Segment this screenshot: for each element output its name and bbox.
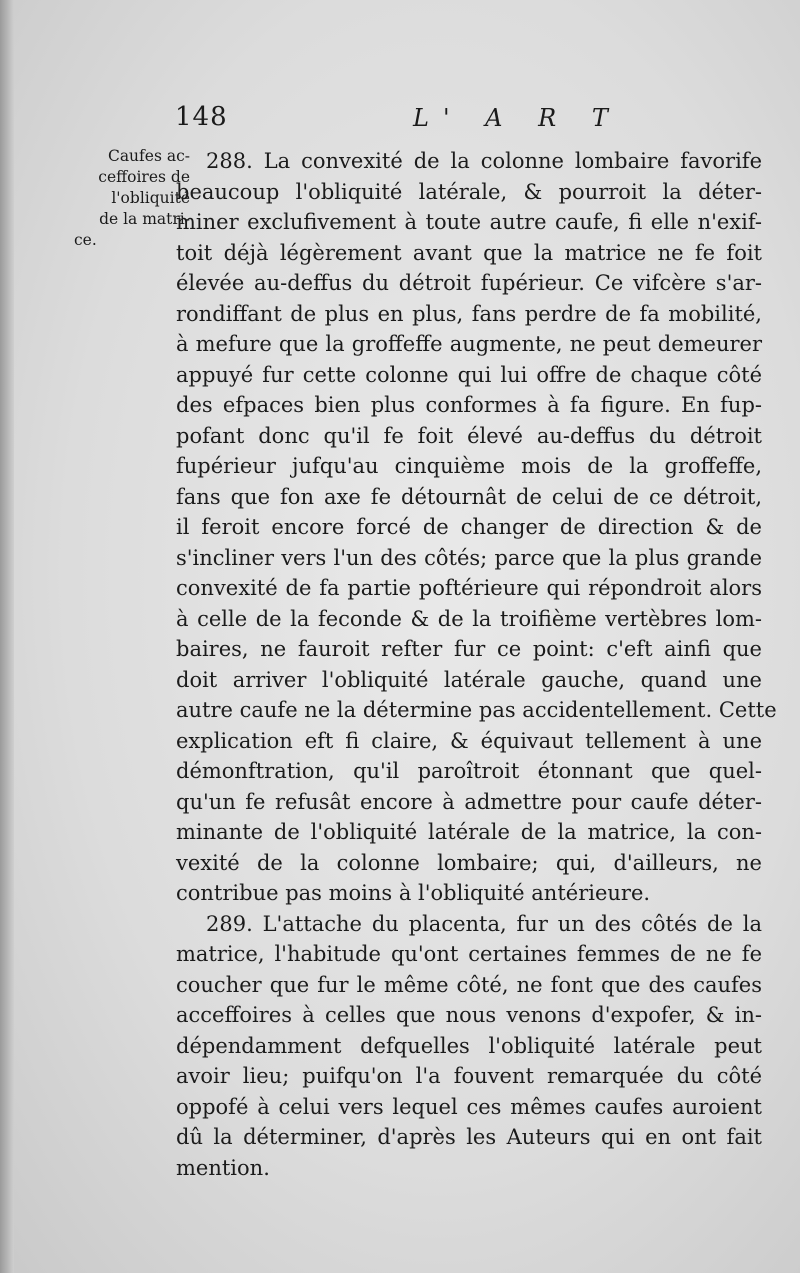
text-line: 288. La convexité de la colonne lombaire favorife: [206, 149, 762, 173]
text-line: convexité de fa partie poftérieure qui répondroit alors: [176, 576, 762, 600]
text-line: matrice, l'habitude qu'ont certaines femmes de ne fe: [176, 942, 762, 966]
margin-note-line: Caufes ac-: [107, 147, 190, 165]
text-line: 289. L'attache du placenta, fur un des côtés de la: [206, 911, 762, 936]
text-line: autre caufe ne la détermine pas accidentellement. Cette: [176, 698, 777, 722]
text-line: mention.: [176, 1155, 270, 1180]
text-line: fupérieur jufqu'au cinquième mois de la groffeffe,: [176, 454, 762, 478]
text-line: démonftration, qu'il paroîtroit étonnant que quel-: [176, 759, 762, 783]
text-line: à mefure que la groffeffe augmente, ne peut demeurer: [176, 332, 762, 356]
text-line: avoir lieu; puifqu'on l'a fouvent remarquée du côté: [176, 1064, 762, 1088]
text-line: appuyé fur cette colonne qui lui offre de chaque côté: [176, 362, 762, 387]
text-line: baires, ne fauroit refter fur ce point: c'eft ainfi que: [176, 637, 762, 661]
margin-note-line: ceffoires de: [98, 168, 190, 186]
paragraph-289: [176, 909, 762, 1184]
text-line: doit arriver l'obliquité latérale gauche, quand une: [176, 667, 762, 692]
text-line: explication eft fi claire, & équivaut tellement à une: [176, 728, 762, 753]
text-line: à celle de la feconde & de la troifième vertèbres lom-: [176, 606, 762, 631]
text-line: coucher que fur le même côté, ne font que des caufes: [176, 972, 762, 997]
text-line: beaucoup l'obliquité latérale, & pourroit la déter-: [176, 179, 762, 204]
body-text: [176, 146, 777, 1183]
page-header: [175, 102, 735, 136]
paragraph-288: [176, 146, 777, 909]
page-number: 148: [175, 102, 228, 132]
text-line: des efpaces bien plus conformes à fa figure. En fup-: [176, 393, 762, 417]
text-line: qu'un fe refusât encore à admettre pour caufe déter-: [176, 789, 762, 814]
text-line: minante de l'obliquité latérale de la matrice, la con-: [176, 820, 762, 844]
running-head: L' A R T: [413, 104, 622, 132]
text-line: dépendamment defquelles l'obliquité latérale peut: [176, 1033, 762, 1058]
text-line: acceffoires à celles que nous venons d'expofer, & in-: [176, 1003, 762, 1027]
page-edge-shadow: [0, 0, 14, 1273]
margin-note-line: l'obliquité: [111, 189, 190, 207]
text-line: s'incliner vers l'un des côtés; parce que la plus grande: [176, 545, 762, 570]
text-line: rondiffant de plus en plus, fans perdre de fa mobilité,: [176, 301, 762, 326]
text-line: élevée au-deffus du détroit fupérieur. Ce vifcère s'ar-: [176, 271, 762, 295]
margin-note-line: de la matri-: [99, 210, 190, 228]
text-line: vexité de la colonne lombaire; qui, d'ailleurs, ne: [176, 850, 762, 875]
margin-note: [40, 146, 190, 251]
text-line: il feroit encore forcé de changer de direction & de: [176, 515, 762, 539]
text-line: pofant donc qu'il fe foit élevé au-deffus du détroit: [176, 423, 762, 448]
text-line: toit déjà légèrement avant que la matrice ne fe foit: [176, 240, 762, 265]
text-line: oppofé à celui vers lequel ces mêmes caufes auroient: [176, 1094, 762, 1119]
text-line: contribue pas moins à l'obliquité antérieure.: [176, 881, 651, 905]
margin-note-line: ce.: [74, 231, 97, 249]
text-line: dû la déterminer, d'après les Auteurs qui en ont fait: [176, 1125, 762, 1149]
text-line: miner exclufivement à toute autre caufe, fi elle n'exif-: [176, 210, 762, 234]
text-line: fans que fon axe fe détournât de celui de ce détroit,: [176, 484, 762, 509]
